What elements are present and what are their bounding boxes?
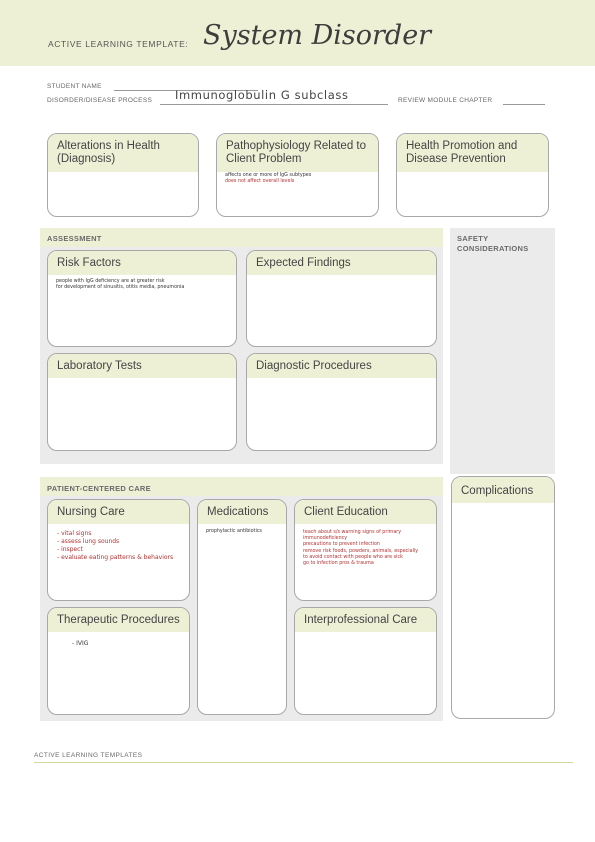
medications-line-1: prophylactic antibiotics (206, 529, 262, 534)
interprofessional-care-title: Interprofessional Care (295, 608, 436, 632)
complications-box[interactable] (451, 476, 555, 719)
therapeutic-procedures-title: Therapeutic Procedures (48, 608, 189, 632)
client-education-box[interactable] (294, 499, 437, 601)
review-module-label: REVIEW MODULE CHAPTER (398, 97, 493, 104)
footer-rule (34, 762, 573, 763)
nursing-care-item-4: - evaluate eating patterns & behaviors (57, 554, 174, 561)
client-education-line-1: teach about s/s warning signs of primary (303, 530, 402, 535)
pathophysiology-line-1: affects one or more of IgG subtypes (225, 173, 312, 178)
disorder-line[interactable] (160, 104, 388, 105)
laboratory-tests-box[interactable] (47, 353, 237, 451)
alterations-box[interactable] (47, 133, 199, 217)
complications-title: Complications (452, 477, 554, 503)
interprofessional-care-box[interactable] (294, 607, 437, 715)
nursing-care-box[interactable] (47, 499, 190, 601)
safety-panel[interactable] (450, 228, 555, 474)
disorder-value: Immunoglobulin G subclass (175, 88, 349, 102)
pathophysiology-box[interactable] (216, 133, 379, 217)
disorder-label: DISORDER/DISEASE PROCESS (47, 97, 153, 104)
client-education-line-3: precautions to prevent infection (303, 542, 380, 548)
diagnostic-procedures-box[interactable] (246, 353, 437, 451)
risk-factors-title: Risk Factors (48, 251, 236, 275)
health-promotion-box[interactable] (396, 133, 549, 217)
patient-care-label: PATIENT-CENTERED CARE (47, 484, 151, 493)
risk-factors-box[interactable] (47, 250, 237, 347)
therapeutic-procedures-line-1: - IVIG (72, 640, 89, 647)
nursing-care-title: Nursing Care (48, 500, 189, 524)
student-name-label: STUDENT NAME (47, 83, 102, 90)
pathophysiology-title: Pathophysiology Related to Client Problem (217, 134, 378, 172)
client-education-line-4: remove risk foods, powders, animals, especially (303, 548, 419, 554)
expected-findings-box[interactable] (246, 250, 437, 347)
review-module-line[interactable] (503, 104, 545, 105)
safety-label: SAFETY CONSIDERATIONS (457, 234, 529, 253)
diagnostic-procedures-title: Diagnostic Procedures (247, 354, 436, 378)
template-prefix: ACTIVE LEARNING TEMPLATE: (48, 39, 189, 49)
medications-title: Medications (198, 500, 286, 524)
assessment-label: ASSESSMENT (47, 234, 102, 243)
alterations-title: Alterations in Health (Diagnosis) (48, 134, 198, 172)
nursing-care-item-1: - vital signs (57, 530, 92, 537)
footer-label: ACTIVE LEARNING TEMPLATES (34, 752, 143, 759)
client-education-line-6: go to infection pros & trauma (303, 561, 374, 567)
client-education-title: Client Education (295, 500, 436, 524)
pathophysiology-line-2: does not affect overall levels (225, 179, 295, 185)
client-education-line-2: immunodeficiency (303, 536, 348, 542)
medications-box[interactable] (197, 499, 287, 715)
nursing-care-item-3: - inspect (57, 546, 83, 553)
risk-factors-line-1: people with IgG deficiency are at greater risk (56, 279, 165, 284)
therapeutic-procedures-box[interactable] (47, 607, 190, 715)
health-promotion-title: Health Promotion and Disease Prevention (397, 134, 548, 172)
laboratory-tests-title: Laboratory Tests (48, 354, 236, 378)
client-education-line-5: to avoid contact with people who are sick (303, 554, 403, 560)
expected-findings-title: Expected Findings (247, 251, 436, 275)
nursing-care-item-2: - assess lung sounds (57, 538, 120, 545)
template-title: System Disorder (203, 20, 432, 51)
risk-factors-line-2: for development of sinusitis, otitis media, pneumonia (56, 285, 185, 291)
